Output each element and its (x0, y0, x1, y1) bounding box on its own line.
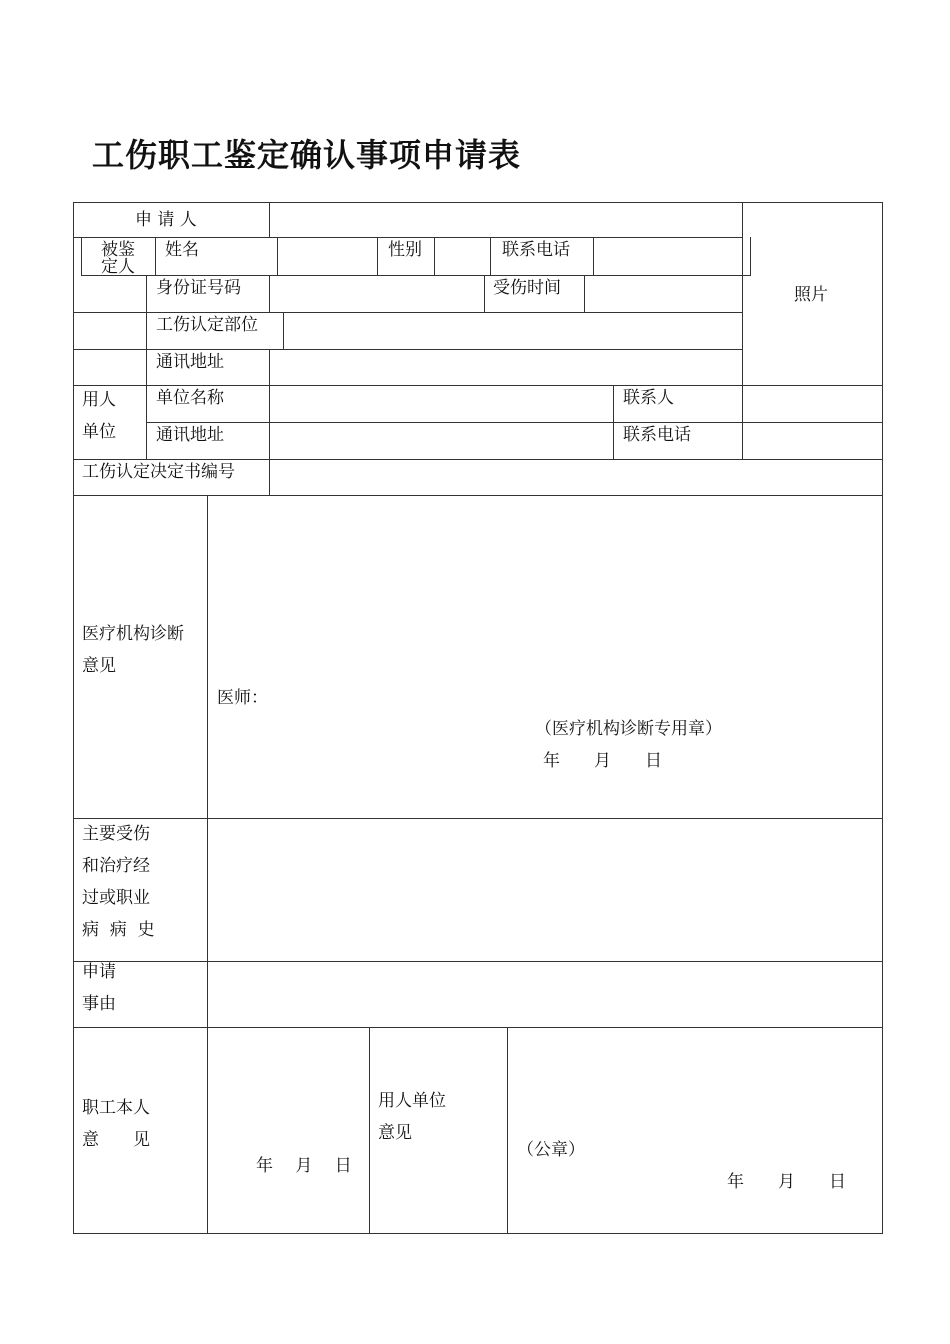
id-number-field[interactable] (270, 276, 484, 312)
decision-number-field[interactable] (270, 460, 882, 495)
gender-label: 性别 (388, 240, 422, 260)
injury-part-field[interactable] (284, 313, 742, 349)
col-divider (490, 237, 491, 276)
col-divider (146, 275, 147, 386)
employer-opinion-date: 年 月 日 (727, 1172, 846, 1192)
injury-time-label: 受伤时间 (493, 278, 561, 298)
col-divider (377, 237, 378, 276)
photo-label: 照片 (794, 285, 828, 305)
col-divider (81, 237, 82, 276)
applicant-field[interactable] (270, 203, 742, 237)
photo-area[interactable] (743, 203, 882, 385)
page-title: 工伤职工鉴定确认事项申请表 (92, 136, 522, 174)
col-divider (484, 275, 485, 313)
id-number-label: 身份证号码 (156, 278, 241, 298)
phone-field[interactable] (594, 238, 742, 275)
appraisee-label-line1: 被鉴 (101, 240, 135, 260)
employer-opinion-label: 用人单位 意见 (378, 1091, 446, 1143)
col-divider (613, 385, 614, 460)
worker-opinion-field[interactable] (208, 1028, 369, 1233)
injury-history-label: 主要受伤 和治疗经 过或职业 病 病 史 (82, 824, 155, 940)
injury-history-field[interactable] (208, 819, 882, 961)
injury-part-label: 工伤认定部位 (156, 315, 258, 335)
decision-number-label: 工伤认定决定书编号 (82, 462, 235, 482)
name-field[interactable] (278, 238, 377, 275)
medical-seal-label: （医疗机构诊断专用章） (535, 719, 722, 739)
address-field[interactable] (270, 350, 742, 385)
col-divider (369, 1027, 370, 1234)
injury-time-field[interactable] (585, 276, 742, 312)
doctor-label: 医师： (217, 688, 268, 708)
employer-opinion-field[interactable] (508, 1028, 882, 1233)
address-label: 通讯地址 (156, 352, 224, 372)
applicant-label: 申 请 人 (135, 210, 197, 230)
table-border-right (882, 202, 883, 1234)
table-border-bottom (73, 1233, 883, 1234)
worker-opinion-date: 年 月 日 (256, 1156, 352, 1176)
contact-person-field[interactable] (743, 386, 882, 422)
employer-label: 用人 单位 (82, 390, 116, 442)
gender-field[interactable] (435, 238, 490, 275)
employer-address-label: 通讯地址 (156, 425, 224, 445)
medical-opinion-label: 医疗机构诊断 意见 (82, 624, 184, 676)
unit-name-field[interactable] (270, 386, 613, 422)
employer-seal-label: （公章） (517, 1140, 585, 1160)
contact-person-label: 联系人 (623, 388, 674, 408)
employer-address-field[interactable] (270, 423, 613, 459)
application-reason-field[interactable] (208, 962, 882, 1027)
phone-label: 联系电话 (502, 240, 570, 260)
employer-phone-label: 联系电话 (623, 425, 691, 445)
col-divider (146, 385, 147, 460)
worker-opinion-label: 职工本人 意 见 (82, 1098, 150, 1150)
employer-phone-field[interactable] (743, 423, 882, 459)
unit-name-label: 单位名称 (156, 388, 224, 408)
col-divider (155, 237, 156, 276)
application-reason-label: 申请 事由 (82, 962, 116, 1014)
appraisee-label-line2: 定人 (101, 257, 135, 277)
name-label: 姓名 (165, 240, 199, 260)
medical-date-label: 年 月 日 (543, 751, 662, 771)
table-border-left (73, 202, 74, 1234)
